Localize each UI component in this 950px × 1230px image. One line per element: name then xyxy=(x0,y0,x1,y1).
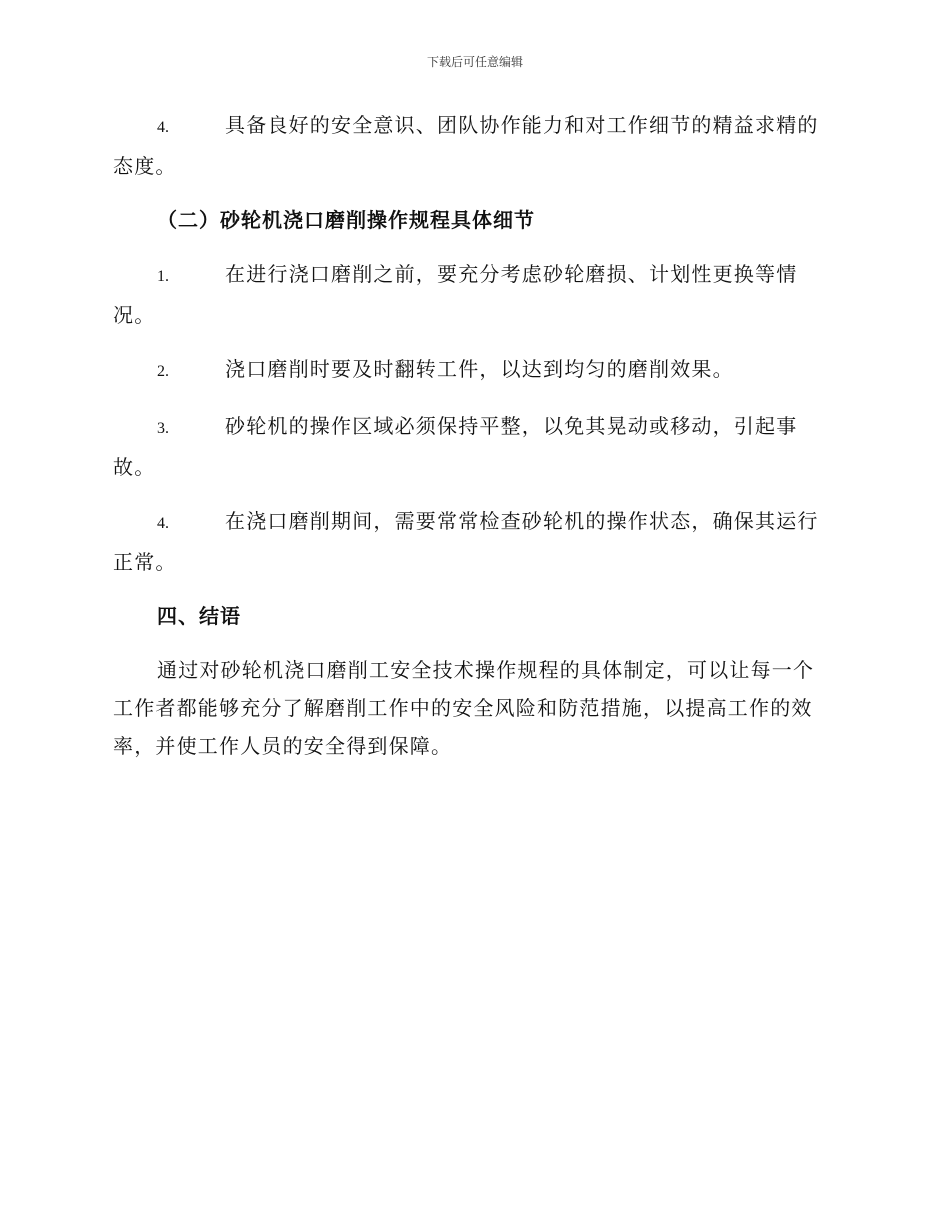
document-body xyxy=(113,106,835,765)
item-text: 具备良好的安全意识、团队协作能力和对工作细节的精益求精的态度。 xyxy=(113,113,819,178)
list-item xyxy=(113,106,835,185)
section-heading-two: （二）砂轮机浇口磨削操作规程具体细节 xyxy=(157,208,535,232)
item-text: 砂轮机的操作区域必须保持平整，以免其晃动或移动，引起事故。 xyxy=(113,414,798,479)
item-text: 浇口磨削时要及时翻转工件，以达到均匀的磨削效果。 xyxy=(225,357,734,381)
item-number: 4. xyxy=(157,515,169,532)
page-header: 下载后可任意编辑 xyxy=(426,55,523,69)
list-item xyxy=(113,502,835,581)
item-text: 在浇口磨削期间，需要常常检查砂轮机的操作状态，确保其运行正常。 xyxy=(113,509,819,574)
item-number: 3. xyxy=(157,420,169,437)
item-number: 2. xyxy=(157,363,169,380)
list-item xyxy=(113,350,835,391)
item-text: 在进行浇口磨削之前，要充分考虑砂轮磨损、计划性更换等情况。 xyxy=(113,262,798,327)
item-number: 1. xyxy=(157,268,169,285)
section-heading-four: 四、结语 xyxy=(157,604,241,628)
item-number: 4. xyxy=(157,119,169,136)
list-item xyxy=(113,407,835,486)
list-item xyxy=(113,255,835,334)
conclusion-paragraph: 通过对砂轮机浇口磨削工安全技术操作规程的具体制定，可以让每一个工作者都能够充分了解磨削工作中的安全风险和防范措施，以提高工作的效率，并使工作人员的安全得到保障。 xyxy=(113,658,815,758)
